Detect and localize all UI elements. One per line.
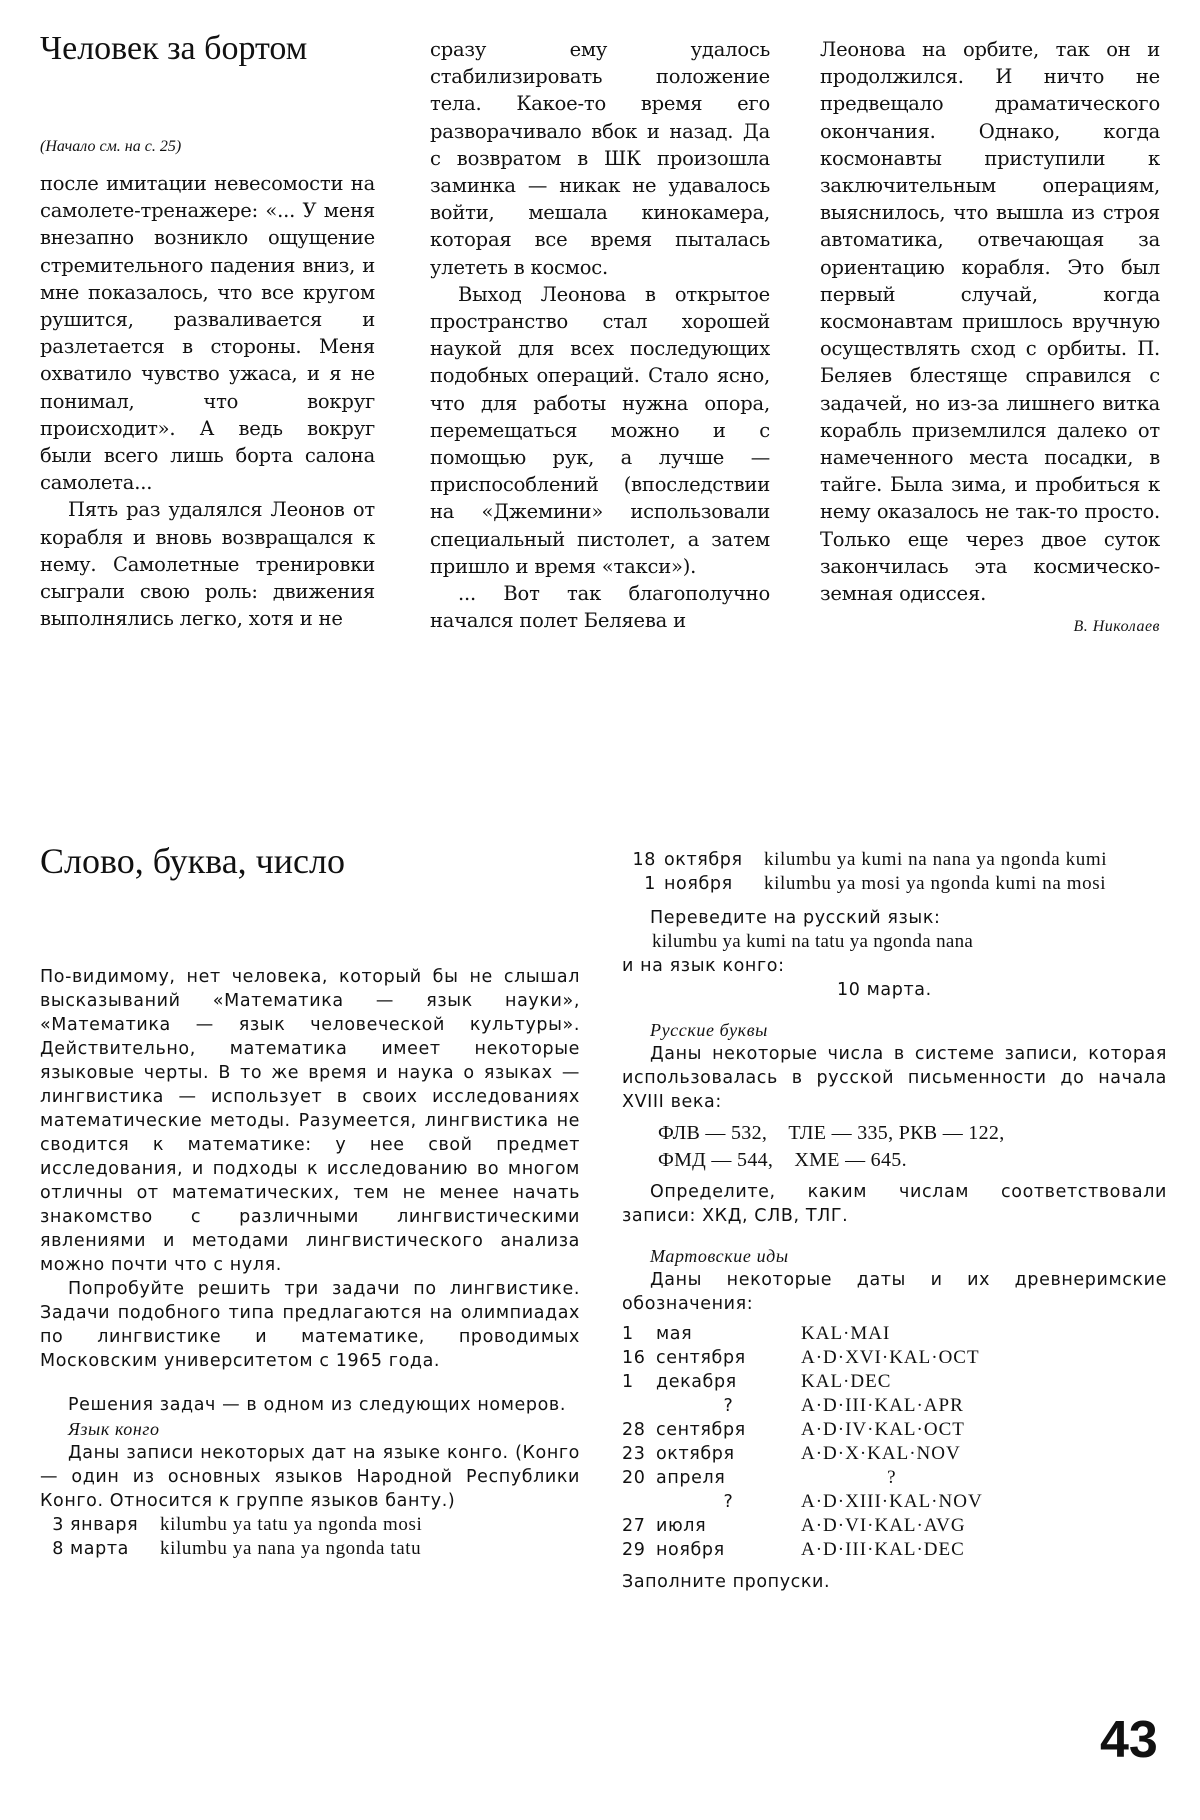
latin-date: A·D·IV·KAL·OCT — [801, 1419, 965, 1440]
latin-date: KAL·DEC — [801, 1371, 892, 1392]
day-number: 27 — [622, 1516, 646, 1536]
table-row — [622, 1346, 983, 1370]
day-number: 8 — [52, 1539, 64, 1559]
paragraph: сразу ему удалось стабилизировать положение тела. Какое-то время его разворачивало вбок и назад. Да с возвратом в ШК произошла заминка — никак не удавалось войти, мешала кинокамера, которая все время пыталась улететь в космос. — [430, 38, 770, 279]
konkgo-task-2: и на язык конго: — [622, 956, 785, 976]
table-row — [622, 848, 1107, 872]
table-row — [622, 1322, 983, 1346]
article2-right-column — [622, 848, 1167, 1594]
month: октября — [664, 850, 743, 870]
ides-task: Заполните пропуски. — [622, 1572, 831, 1592]
table-row — [622, 1538, 983, 1562]
table-row — [622, 1370, 983, 1394]
table-row — [622, 1442, 983, 1466]
table-row — [622, 1466, 983, 1490]
paragraph: Выход Леонова в открытое пространство стал хорошей наукой для всех последующих подобных операций. Стало ясно, что для работы нужна опора, перемещаться можно и с помощью рук, а лучше — приспособлений (впоследствии на «Джемини» использовали специальный пистолет, а затем пришло и время «такси»). — [430, 282, 770, 578]
article2-title: Слово, буква, число — [40, 841, 345, 881]
day-number: 1 — [622, 1372, 634, 1392]
intro-paragraph: Попробуйте решить три задачи по лингвистике. Задачи подобного типа предлагаются на олимпиадах по лингвистике и математике, проводимых Московским университетом с 1965 года. — [40, 1279, 580, 1371]
konkgo-description: Даны записи некоторых дат на языке конго. (Конго — один из основных языков Народной Республики Конго. Относится к группе языков банту.) — [40, 1443, 580, 1511]
latin-date: KAL·MAI — [801, 1323, 891, 1344]
article1-title: Человек за бортом — [40, 30, 308, 67]
latin-date: A·D·X·KAL·NOV — [801, 1443, 961, 1464]
konkgo-text: kilumbu ya nana ya ngonda tatu — [160, 1538, 422, 1559]
month: мая — [656, 1324, 693, 1344]
table-row — [622, 1394, 983, 1418]
konkgo-task-1: Переведите на русский язык: — [650, 908, 941, 928]
table-row — [40, 1513, 422, 1537]
paragraph: ... Вот так благополучно начался полет Беляева и — [430, 582, 770, 633]
latin-date: A·D·XIII·KAL·NOV — [801, 1491, 983, 1512]
paragraph: после имитации невесомости на самолете-тренажере: «... У меня внезапно возникло ощущение стремительного падения вниз, и мне показалось, что все кругом рушится, разваливается и разлетается в стороны. Меня охватило чувство ужаса, и я не понимал, что вокруг происходит». А ведь вокруг были всего лишь борта салона самолета... — [40, 172, 375, 495]
latin-date: A·D·XVI·KAL·OCT — [801, 1347, 980, 1368]
month: ноября — [656, 1540, 725, 1560]
article2-left-column — [40, 965, 580, 1561]
day-number: 16 — [622, 1348, 646, 1368]
table-row — [622, 872, 1107, 896]
article1-column-1 — [40, 170, 375, 632]
month: июля — [656, 1516, 707, 1536]
konkgo-table — [40, 1513, 422, 1561]
russian-letters-description: Даны некоторые числа в системе записи, которая использовалась в русской письменности до начала XVIII века: — [622, 1044, 1167, 1112]
latin-date: ? — [887, 1467, 897, 1488]
article1-column-2 — [430, 36, 770, 634]
ides-table — [622, 1322, 983, 1562]
table-row — [622, 1418, 983, 1442]
day-number: 18 — [632, 850, 656, 870]
konkgo-text: kilumbu ya tatu ya ngonda mosi — [160, 1514, 423, 1535]
latin-date: A·D·III·KAL·DEC — [801, 1539, 965, 1560]
day-number: 23 — [622, 1444, 646, 1464]
month: ноября — [664, 874, 733, 894]
month: апреля — [656, 1468, 726, 1488]
month: октября — [656, 1444, 735, 1464]
month: декабря — [656, 1372, 737, 1392]
konkgo-table-cont — [622, 848, 1107, 896]
solutions-note: Решения задач — в одном из следующих номеров. — [68, 1395, 567, 1415]
paragraph: Леонова на орбите, так он и продолжился. И ничто не предвещало драматического окончания. Однако, когда космонавты приступили к заключительным операциям, выяснилось, что вышла из строя автоматика, отвечающая за ориентацию корабля. Это был первый случай, когда космонавтам пришлось вручную осуществлять сход с орбиты. П. Беляев блестяще справился с задачей, но из-за лишнего витка корабль приземлился далеко от намеченного места посадки, в тайге. Была зима, и пробиться к нему оказалось не так-то просто. Только еще через двое суток закончилась эта космическо-земная одиссея. — [820, 38, 1160, 606]
day-number: 29 — [622, 1540, 646, 1560]
month: января — [70, 1515, 139, 1535]
table-row — [40, 1537, 422, 1561]
ides-description: Даны некоторые даты и их древнеримские обозначения: — [622, 1270, 1167, 1314]
day-number — [622, 1394, 656, 1418]
day-number: 28 — [622, 1420, 646, 1440]
konkgo-text: kilumbu ya mosi ya ngonda kumi na mosi — [764, 873, 1107, 894]
day-number: 20 — [622, 1468, 646, 1488]
konkgo-heading: Язык конго — [68, 1419, 160, 1439]
table-row — [622, 1490, 983, 1514]
day-number — [622, 1490, 656, 1514]
month: ? — [723, 1396, 734, 1416]
page-number: 43 — [1100, 1711, 1158, 1769]
latin-date: A·D·VI·KAL·AVG — [801, 1515, 966, 1536]
russian-letters-line-2: ФМД — 544, ХМЕ — 645. — [658, 1149, 907, 1171]
author-signature: В. Николаев — [1073, 618, 1160, 636]
latin-date: A·D·III·KAL·APR — [801, 1395, 964, 1416]
ides-heading: Мартовские иды — [650, 1246, 789, 1266]
paragraph: Пять раз удалялся Леонов от корабля и вновь возвращался к нему. Самолетные тренировки сыграли свою роль: движения выполнялись легко, хотя и не — [40, 498, 375, 631]
day-number: 3 — [52, 1515, 64, 1535]
russian-letters-line-1: ФЛВ — 532, ТЛЕ — 335, РКВ — 122, — [658, 1122, 1005, 1144]
day-number: 1 — [644, 874, 656, 894]
continuation-note: (Начало см. на с. 25) — [40, 138, 182, 155]
article1-column-3 — [820, 36, 1160, 640]
month: сентября — [656, 1420, 746, 1440]
russian-letters-task: Определите, каким числам соответствовали записи: ХКД, СЛВ, ТЛГ. — [622, 1182, 1167, 1226]
table-row — [622, 1514, 983, 1538]
month: ? — [723, 1492, 734, 1512]
month: марта — [70, 1539, 129, 1559]
russian-letters-heading: Русские буквы — [650, 1020, 768, 1040]
konkgo-text: kilumbu ya kumi na nana ya ngonda kumi — [764, 849, 1108, 870]
day-number: 1 — [622, 1324, 634, 1344]
month: сентября — [656, 1348, 746, 1368]
intro-paragraph: По-видимому, нет человека, который бы не слышал высказываний «Математика — язык науки», «Математика — язык человеческой культуры». Действительно, математика имеет некоторые языковые черты. В то же время и наука о языках — лингвистика — использует в своих исследованиях математические методы. Разумеется, лингвистика не сводится к математике: у нее свой предмет исследования, и подходы к исследованию во многом отличны от математических, тем не менее начать знакомство с различными лингвистическими явлениями и методами лингвистического анализа можно почти что с нуля. — [40, 967, 580, 1275]
konkgo-task-2-phrase: 10 марта. — [837, 980, 932, 1000]
konkgo-task-1-phrase: kilumbu ya kumi na tatu ya ngonda nana — [652, 931, 974, 952]
